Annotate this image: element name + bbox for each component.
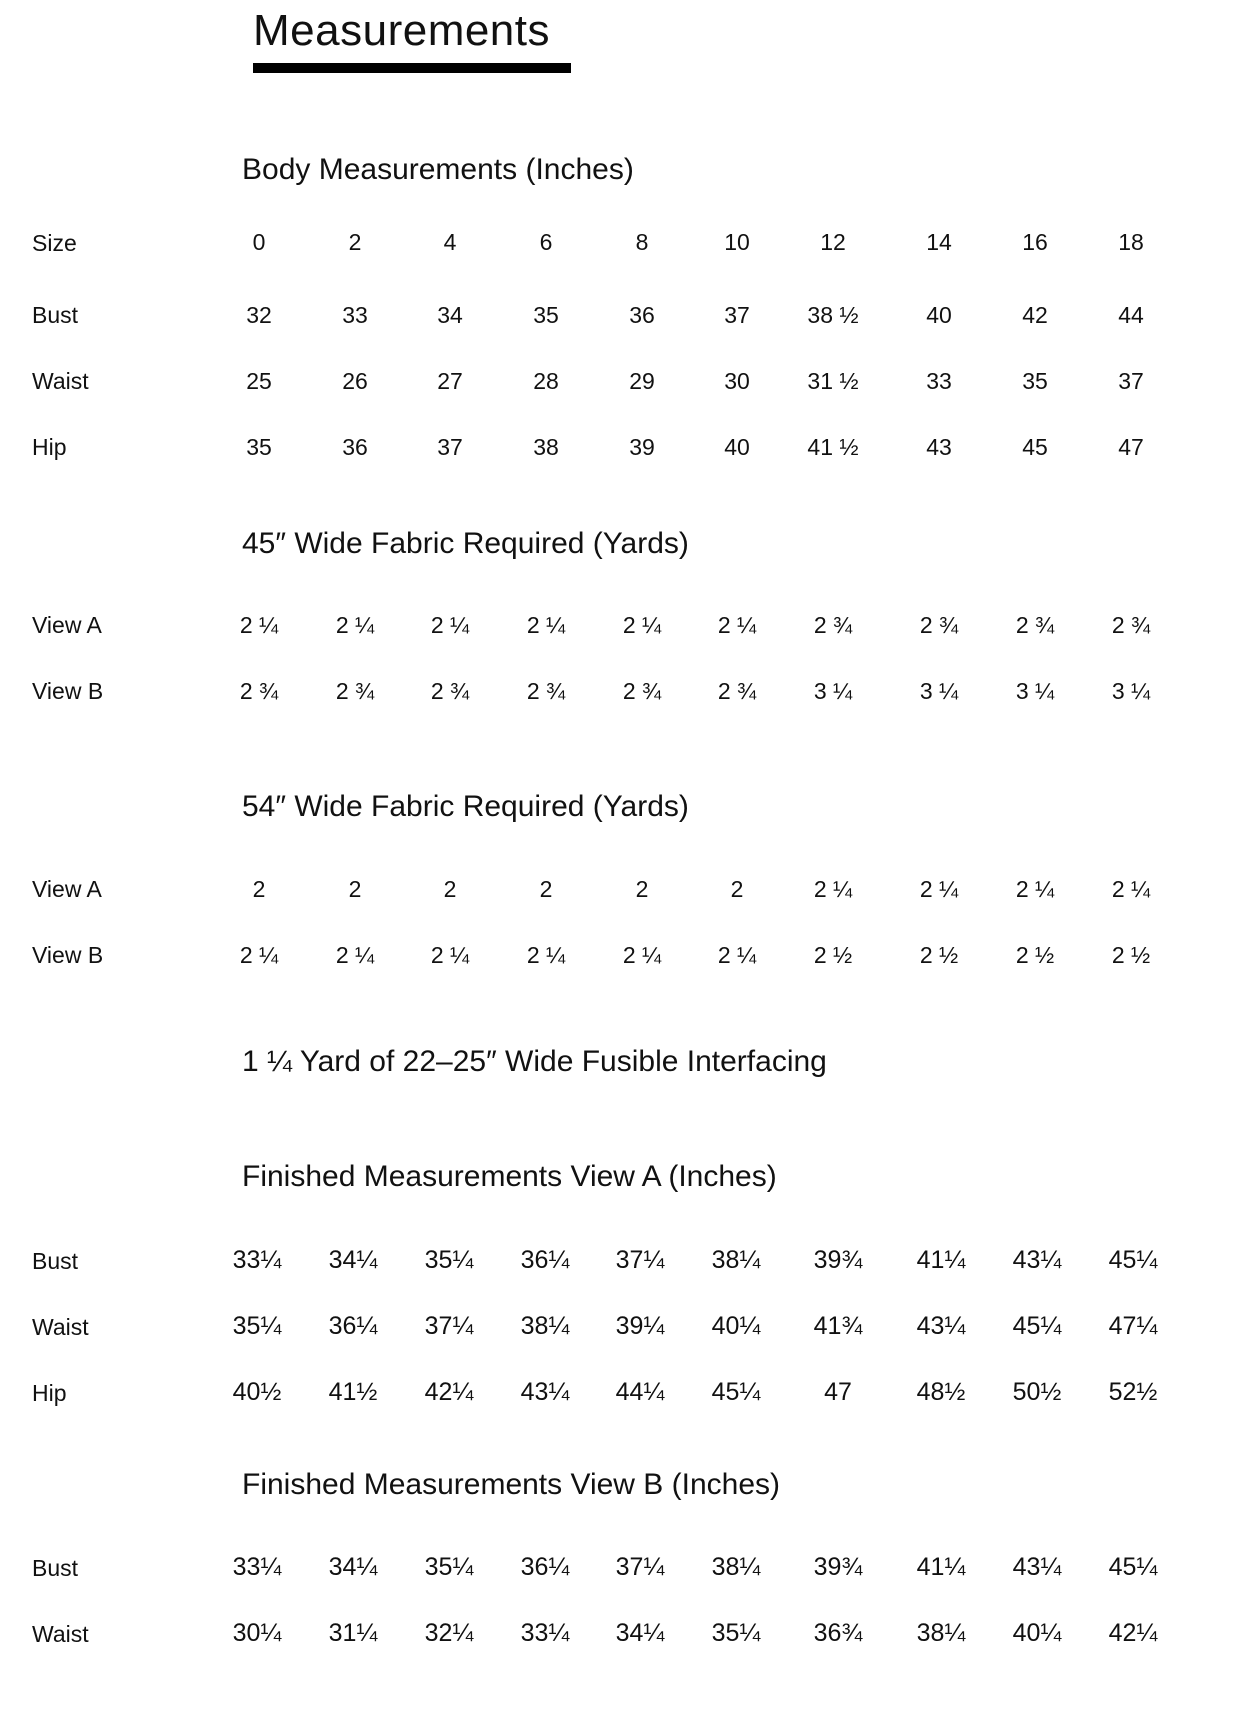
table-cell: 45 bbox=[1022, 434, 1048, 460]
table-cell: 35 bbox=[1022, 368, 1048, 394]
table-cell: 40 bbox=[724, 434, 750, 460]
table-cell: 37¼ bbox=[424, 1312, 474, 1340]
table-cell: 34¼ bbox=[328, 1246, 378, 1274]
table-cell: 2 ¾ bbox=[717, 678, 757, 704]
table-cell: 45¼ bbox=[1108, 1553, 1158, 1581]
table-cell: 31 ½ bbox=[807, 368, 859, 394]
table-cell: 33¼ bbox=[232, 1246, 282, 1274]
table-cell: 37¼ bbox=[615, 1553, 665, 1581]
table-cell: 32¼ bbox=[424, 1619, 474, 1647]
row-label-bust: Bust bbox=[32, 1248, 79, 1274]
table-cell: 43¼ bbox=[1012, 1553, 1062, 1581]
table-cell: 39¾ bbox=[813, 1553, 863, 1581]
size-label: Size bbox=[32, 230, 77, 256]
table-cell: 2 ¼ bbox=[1111, 876, 1151, 902]
table-cell: 43¼ bbox=[916, 1312, 966, 1340]
table-cell: 3 ¼ bbox=[1015, 678, 1055, 704]
table-cell: 45¼ bbox=[711, 1378, 761, 1406]
title-underline bbox=[253, 63, 571, 73]
table-cell: 39¼ bbox=[615, 1312, 665, 1340]
table-cell: 38¼ bbox=[711, 1553, 761, 1581]
table-cell: 12 bbox=[820, 229, 846, 255]
table-cell: 39 bbox=[629, 434, 655, 460]
row-label-bust: Bust bbox=[32, 1555, 79, 1581]
table-cell: 38 bbox=[533, 434, 559, 460]
table-cell: 33¼ bbox=[520, 1619, 570, 1647]
table-cell: 35¼ bbox=[232, 1312, 282, 1340]
table-cell: 35¼ bbox=[711, 1619, 761, 1647]
table-cell: 33 bbox=[926, 368, 952, 394]
table-cell: 36 bbox=[342, 434, 368, 460]
table-cell: 36 bbox=[629, 302, 655, 328]
table-cell: 48½ bbox=[916, 1378, 966, 1406]
table-cell: 38¼ bbox=[520, 1312, 570, 1340]
table-cell: 41¼ bbox=[916, 1553, 966, 1581]
table-cell: 2 ¼ bbox=[622, 612, 662, 638]
table-cell: 2 ¼ bbox=[430, 942, 470, 968]
table-cell: 2 ½ bbox=[813, 942, 853, 968]
finished-a-heading: Finished Measurements View A (Inches) bbox=[242, 1160, 777, 1193]
table-cell: 45¼ bbox=[1108, 1246, 1158, 1274]
table-cell: 16 bbox=[1022, 229, 1048, 255]
row-label-waist: Waist bbox=[32, 1621, 89, 1647]
table-cell: 2 ¾ bbox=[919, 612, 959, 638]
table-cell: 38¼ bbox=[711, 1246, 761, 1274]
table-cell: 3 ¼ bbox=[1111, 678, 1151, 704]
table-cell: 2 ¾ bbox=[1111, 612, 1151, 638]
table-cell: 26 bbox=[342, 368, 368, 394]
table-cell: 2 ¼ bbox=[335, 942, 375, 968]
table-cell: 2 ¼ bbox=[1015, 876, 1055, 902]
row-label-waist: Waist bbox=[32, 368, 89, 394]
table-cell: 47¼ bbox=[1108, 1312, 1158, 1340]
table-cell: 2 ¼ bbox=[526, 942, 566, 968]
table-cell: 34 bbox=[437, 302, 463, 328]
table-cell: 43 bbox=[926, 434, 952, 460]
table-cell: 2 ¼ bbox=[717, 942, 757, 968]
table-cell: 2 ¼ bbox=[430, 612, 470, 638]
table-cell: 29 bbox=[629, 368, 655, 394]
table-cell: 41¼ bbox=[916, 1246, 966, 1274]
table-cell: 52½ bbox=[1108, 1378, 1158, 1406]
table-cell: 42 bbox=[1022, 302, 1048, 328]
table-cell: 40 bbox=[926, 302, 952, 328]
table-cell: 2 bbox=[635, 876, 649, 902]
table-cell: 2 ½ bbox=[1015, 942, 1055, 968]
table-cell: 27 bbox=[437, 368, 463, 394]
table-cell: 10 bbox=[724, 229, 750, 255]
table-cell: 2 bbox=[348, 876, 362, 902]
table-cell: 35¼ bbox=[424, 1246, 474, 1274]
table-cell: 2 bbox=[539, 876, 553, 902]
table-cell: 37 bbox=[1118, 368, 1144, 394]
table-cell: 2 ¼ bbox=[813, 876, 853, 902]
table-cell: 33¼ bbox=[232, 1553, 282, 1581]
table-cell: 2 ¼ bbox=[622, 942, 662, 968]
interfacing-note: 1 ¼ Yard of 22–25″ Wide Fusible Interfacing bbox=[242, 1045, 827, 1078]
table-cell: 30¼ bbox=[232, 1619, 282, 1647]
table-cell: 41¾ bbox=[813, 1312, 863, 1340]
table-cell: 2 ¾ bbox=[430, 678, 470, 704]
table-cell: 2 bbox=[730, 876, 744, 902]
table-cell: 36¾ bbox=[813, 1619, 863, 1647]
fabric-54-heading: 54″ Wide Fabric Required (Yards) bbox=[242, 790, 689, 823]
table-cell: 8 bbox=[635, 229, 649, 255]
table-cell: 40¼ bbox=[711, 1312, 761, 1340]
table-cell: 2 bbox=[252, 876, 266, 902]
table-cell: 2 ¼ bbox=[335, 612, 375, 638]
row-label-hip: Hip bbox=[32, 1380, 67, 1406]
table-cell: 2 ½ bbox=[919, 942, 959, 968]
table-cell: 50½ bbox=[1012, 1378, 1062, 1406]
table-cell: 34¼ bbox=[615, 1619, 665, 1647]
table-cell: 3 ¼ bbox=[813, 678, 853, 704]
table-cell: 2 bbox=[348, 229, 362, 255]
table-cell: 36¼ bbox=[520, 1246, 570, 1274]
table-cell: 2 ¾ bbox=[813, 612, 853, 638]
table-cell: 2 ½ bbox=[1111, 942, 1151, 968]
table-cell: 33 bbox=[342, 302, 368, 328]
table-cell: 44¼ bbox=[615, 1378, 665, 1406]
table-cell: 42¼ bbox=[1108, 1619, 1158, 1647]
table-cell: 2 ¼ bbox=[526, 612, 566, 638]
table-cell: 38 ½ bbox=[807, 302, 859, 328]
table-cell: 0 bbox=[252, 229, 266, 255]
table-cell: 36¼ bbox=[520, 1553, 570, 1581]
row-label-bust: Bust bbox=[32, 302, 79, 328]
table-cell: 18 bbox=[1118, 229, 1144, 255]
page-title: Measurements bbox=[253, 6, 551, 55]
table-cell: 47 bbox=[1118, 434, 1144, 460]
table-cell: 35 bbox=[533, 302, 559, 328]
table-cell: 2 ¼ bbox=[717, 612, 757, 638]
table-cell: 39¾ bbox=[813, 1246, 863, 1274]
table-cell: 40½ bbox=[232, 1378, 282, 1406]
fabric-45-heading: 45″ Wide Fabric Required (Yards) bbox=[242, 527, 689, 560]
table-cell: 2 ¾ bbox=[1015, 612, 1055, 638]
row-label-view-b: View B bbox=[32, 678, 104, 704]
row-label-waist: Waist bbox=[32, 1314, 89, 1340]
table-cell: 43¼ bbox=[520, 1378, 570, 1406]
table-cell: 43¼ bbox=[1012, 1246, 1062, 1274]
row-label-view-a: View A bbox=[32, 612, 102, 638]
row-label-hip: Hip bbox=[32, 434, 67, 460]
row-label-view-b: View B bbox=[32, 942, 104, 968]
table-cell: 2 ¾ bbox=[622, 678, 662, 704]
table-cell: 32 bbox=[246, 302, 272, 328]
table-cell: 2 ¾ bbox=[526, 678, 566, 704]
table-cell: 40¼ bbox=[1012, 1619, 1062, 1647]
finished-b-heading: Finished Measurements View B (Inches) bbox=[242, 1468, 781, 1501]
table-cell: 36¼ bbox=[328, 1312, 378, 1340]
table-cell: 2 bbox=[443, 876, 457, 902]
table-cell: 14 bbox=[926, 229, 952, 255]
table-cell: 34¼ bbox=[328, 1553, 378, 1581]
table-cell: 28 bbox=[533, 368, 559, 394]
table-cell: 30 bbox=[724, 368, 750, 394]
table-cell: 35¼ bbox=[424, 1553, 474, 1581]
table-cell: 38¼ bbox=[916, 1619, 966, 1647]
table-cell: 2 ¼ bbox=[239, 942, 279, 968]
body-measurements-heading: Body Measurements (Inches) bbox=[242, 153, 634, 186]
table-cell: 47 bbox=[824, 1378, 852, 1406]
table-cell: 2 ¼ bbox=[919, 876, 959, 902]
table-cell: 35 bbox=[246, 434, 272, 460]
table-cell: 3 ¼ bbox=[919, 678, 959, 704]
table-cell: 42¼ bbox=[424, 1378, 474, 1406]
table-cell: 37 bbox=[437, 434, 463, 460]
row-label-view-a: View A bbox=[32, 876, 102, 902]
table-cell: 37¼ bbox=[615, 1246, 665, 1274]
table-cell: 37 bbox=[724, 302, 750, 328]
table-cell: 41 ½ bbox=[807, 434, 859, 460]
table-cell: 2 ¾ bbox=[239, 678, 279, 704]
table-cell: 44 bbox=[1118, 302, 1144, 328]
table-cell: 2 ¾ bbox=[335, 678, 375, 704]
table-cell: 6 bbox=[539, 229, 553, 255]
table-cell: 41½ bbox=[328, 1378, 378, 1406]
table-cell: 31¼ bbox=[328, 1619, 378, 1647]
table-cell: 4 bbox=[443, 229, 457, 255]
table-cell: 25 bbox=[246, 368, 272, 394]
table-cell: 2 ¼ bbox=[239, 612, 279, 638]
table-cell: 45¼ bbox=[1012, 1312, 1062, 1340]
